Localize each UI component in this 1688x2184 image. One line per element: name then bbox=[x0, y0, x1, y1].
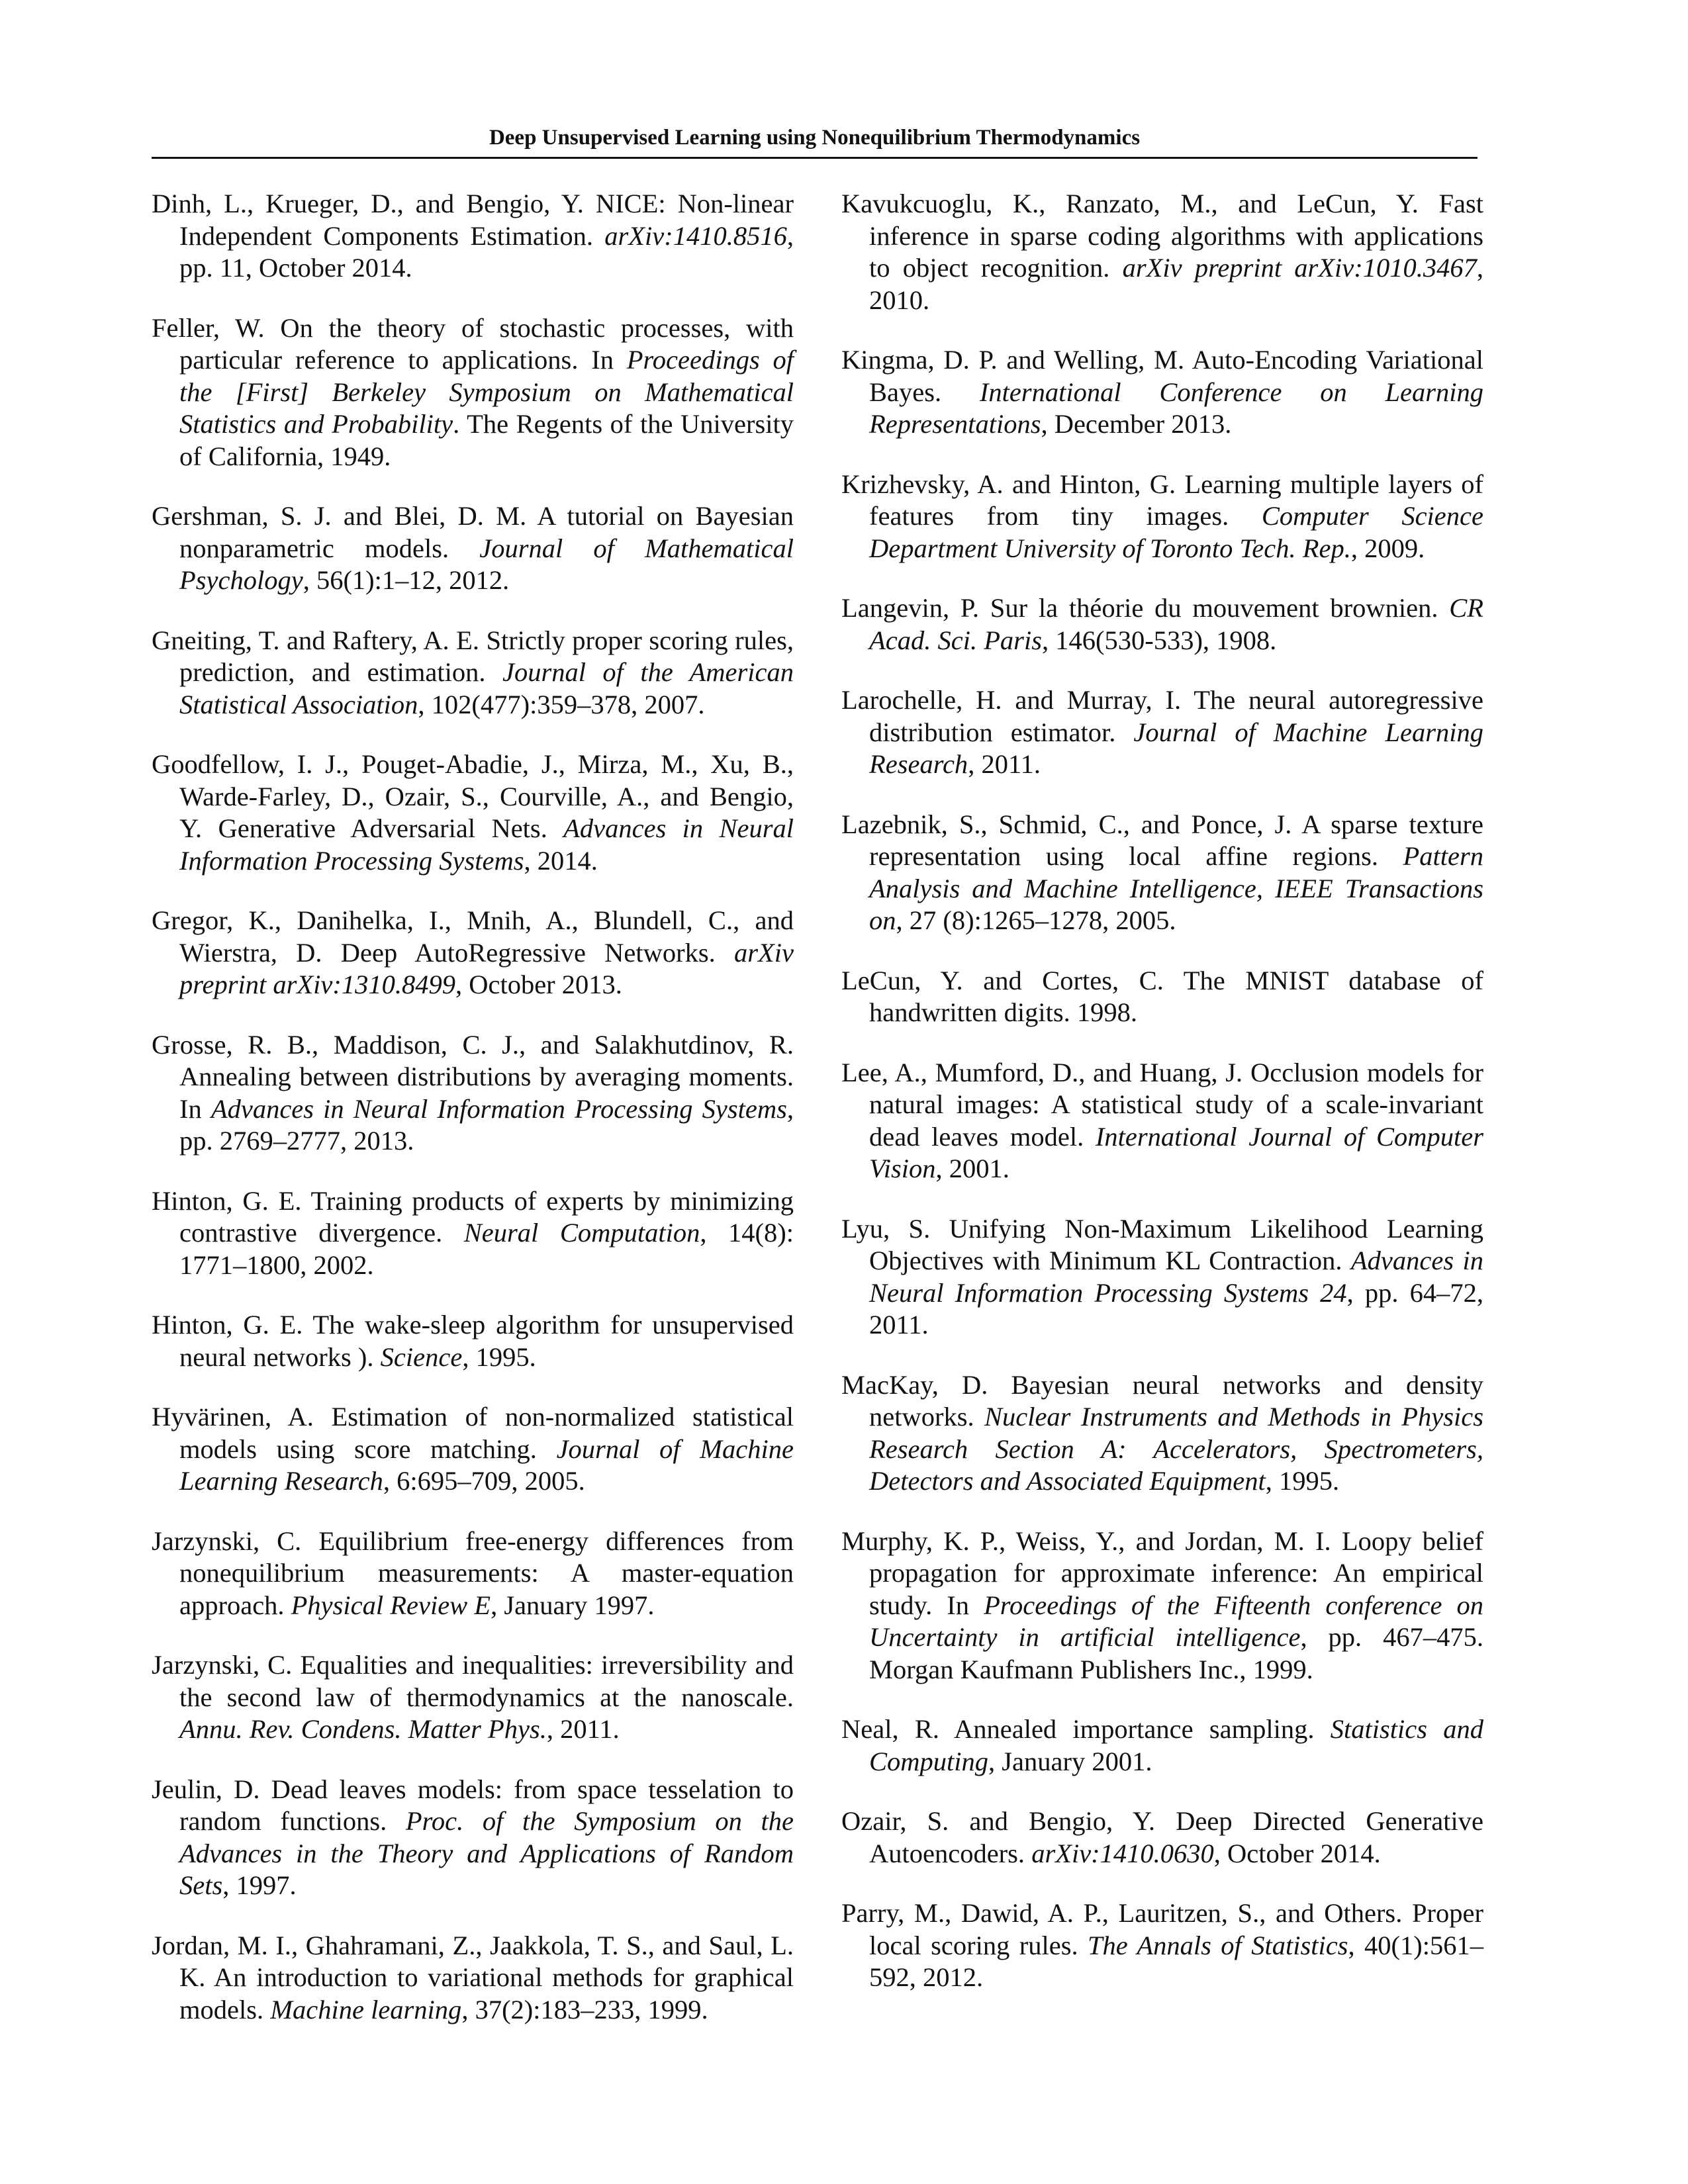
reference-text: Jeulin, D. Dead leaves models: from space tesselation to random functions. bbox=[152, 1774, 794, 1836]
reference-venue: Neural Computation bbox=[463, 1218, 700, 1248]
reference-venue: Computer Science Department University of Toronto Tech. Rep. bbox=[869, 501, 1483, 563]
reference-entry bbox=[841, 344, 1483, 441]
reference-text: Lazebnik, S., Schmid, C., and Ponce, J. A sparse texture representation using local affine regions. bbox=[841, 809, 1483, 871]
reference-text: Lee, A., Mumford, D., and Huang, J. Occlusion models for natural images: A statistical study of a scale-invariant dead leaves model. bbox=[841, 1057, 1483, 1152]
reference-details: , 27 (8):1265–1278, 2005. bbox=[896, 905, 1176, 935]
reference-entry bbox=[152, 1185, 794, 1282]
reference-venue: Advances in Neural Information Processing Systems bbox=[179, 813, 794, 876]
reference-details: , pp. 467–475. Morgan Kaufmann Publishers Inc., 1999. bbox=[869, 1622, 1483, 1684]
references-left-column bbox=[152, 188, 794, 2054]
reference-details: , 1995. bbox=[1265, 1466, 1340, 1496]
reference-text: Larochelle, H. and Murray, I. The neural autoregressive distribution estimator. bbox=[841, 685, 1483, 747]
reference-text: Feller, W. On the theory of stochastic processes, with particular reference to applications. In bbox=[152, 312, 794, 375]
reference-text: Gregor, K., Danihelka, I., Mnih, A., Blundell, C., and Wierstra, D. Deep AutoRegressive Networks. bbox=[152, 905, 794, 968]
reference-text: Jarzynski, C. Equilibrium free-energy differences from nonequilibrium measurements: A master-equation approach. bbox=[152, 1525, 794, 1620]
reference-entry bbox=[152, 625, 794, 721]
reference-details: , January 2001. bbox=[988, 1746, 1152, 1776]
reference-entry bbox=[841, 188, 1483, 316]
reference-entry bbox=[152, 188, 794, 285]
references-right-column bbox=[841, 188, 1483, 2022]
reference-text: Hyvärinen, A. Estimation of non-normalized statistical models using score matching. bbox=[152, 1402, 794, 1464]
reference-details: , October 2014. bbox=[1213, 1838, 1381, 1868]
reference-details: , 146(530-533), 1908. bbox=[1041, 625, 1277, 655]
reference-venue: The Annals of Statistics bbox=[1087, 1930, 1348, 1960]
reference-details: , October 2013. bbox=[455, 970, 622, 999]
reference-text: Parry, M., Dawid, A. P., Lauritzen, S., and Others. Proper local scoring rules. bbox=[841, 1898, 1483, 1960]
reference-venue: arXiv preprint arXiv:1010.3467 bbox=[1122, 253, 1477, 283]
reference-entry bbox=[152, 312, 794, 473]
reference-venue: Science bbox=[380, 1342, 463, 1372]
reference-details: , 2001. bbox=[935, 1154, 1009, 1183]
reference-entry bbox=[841, 469, 1483, 565]
reference-text: MacKay, D. Bayesian neural networks and density networks. bbox=[841, 1369, 1483, 1432]
reference-venue: Machine learning bbox=[270, 1994, 462, 2025]
reference-text: Neal, R. Annealed importance sampling. bbox=[841, 1714, 1331, 1744]
reference-venue: Journal of Mathematical Psychology bbox=[179, 533, 794, 595]
reference-entry bbox=[152, 749, 794, 877]
reference-details: , 1995. bbox=[462, 1342, 536, 1372]
reference-venue: Proceedings of the Fifteenth conference on Uncertainty in artificial intelligence bbox=[869, 1590, 1483, 1652]
reference-text: Goodfellow, I. J., Pouget-Abadie, J., Mirza, M., Xu, B., Warde-Farley, D., Ozair, S., Courville, A., and Bengio, Y. Generative Adversarial Nets. bbox=[152, 749, 794, 843]
reference-venue: Nuclear Instruments and Methods in Physics Research Section A: Accelerators, Spectrometers, Detectors and Associated Equipment bbox=[869, 1402, 1483, 1496]
reference-venue: Pattern Analysis and Machine Intelligence, IEEE Transactions on bbox=[869, 841, 1483, 935]
reference-details: , 56(1):1–12, 2012. bbox=[303, 565, 510, 595]
reference-entry bbox=[152, 905, 794, 1001]
reference-text: Lyu, S. Unifying Non-Maximum Likelihood Learning Objectives with Minimum KL Contraction. bbox=[841, 1213, 1483, 1275]
reference-details: , 2014. bbox=[524, 845, 598, 876]
reference-details: , 2011. bbox=[546, 1714, 620, 1744]
reference-entry bbox=[152, 1029, 794, 1158]
reference-venue: Physical Review E bbox=[291, 1590, 491, 1620]
reference-entry bbox=[152, 1309, 794, 1373]
reference-details: , 37(2):183–233, 1999. bbox=[461, 1994, 708, 2025]
reference-entry bbox=[152, 1401, 794, 1498]
reference-details: , 2011. bbox=[968, 749, 1041, 779]
reference-text: Dinh, L., Krueger, D., and Bengio, Y. NICE: Non-linear Independent Components Estimation. bbox=[152, 189, 794, 251]
reference-details: , January 1997. bbox=[491, 1590, 655, 1620]
reference-venue: International Conference on Learning Representations bbox=[869, 377, 1483, 439]
reference-venue: arXiv:1410.8516 bbox=[604, 220, 787, 251]
reference-details: , December 2013. bbox=[1041, 409, 1232, 439]
reference-entry bbox=[152, 500, 794, 597]
reference-text: Kavukcuoglu, K., Ranzato, M., and LeCun, Y. Fast inference in sparse coding algorithms with applications to object recognition. bbox=[841, 189, 1483, 283]
reference-details: , 40(1):561–592, 2012. bbox=[869, 1930, 1483, 1992]
reference-entry bbox=[841, 684, 1483, 781]
reference-entry bbox=[841, 1213, 1483, 1342]
reference-details: . The Regents of the University of California, 1949. bbox=[179, 409, 794, 471]
reference-venue: arXiv preprint arXiv:1310.8499 bbox=[179, 937, 794, 999]
reference-venue: Advances in Neural Information Processing Systems bbox=[211, 1093, 787, 1124]
reference-text: Kingma, D. P. and Welling, M. Auto-Encoding Variational Bayes. bbox=[841, 345, 1483, 407]
reference-venue: Journal of the American Statistical Association bbox=[179, 657, 794, 719]
reference-venue: CR Acad. Sci. Paris bbox=[869, 593, 1483, 655]
reference-text: Murphy, K. P., Weiss, Y., and Jordan, M. I. Loopy belief propagation for approximate inference: An empirical study. In bbox=[841, 1525, 1483, 1620]
reference-text: Hinton, G. E. Training products of experts by minimizing contrastive divergence. bbox=[152, 1185, 794, 1248]
reference-entry bbox=[841, 1713, 1483, 1778]
reference-details: , pp. 64–72, 2011. bbox=[869, 1277, 1484, 1340]
reference-venue: Annu. Rev. Condens. Matter Phys. bbox=[179, 1714, 547, 1744]
reference-details: , 14(8): 1771–1800, 2002. bbox=[179, 1218, 794, 1280]
reference-text: Ozair, S. and Bengio, Y. Deep Directed Generative Autoencoders. bbox=[841, 1806, 1483, 1868]
reference-details: , pp. 11, October 2014. bbox=[179, 220, 794, 283]
header-rule bbox=[152, 157, 1477, 159]
reference-details: , 102(477):359–378, 2007. bbox=[418, 689, 705, 719]
reference-entry bbox=[841, 1057, 1483, 1185]
reference-venue: International Journal of Computer Vision bbox=[869, 1121, 1483, 1183]
reference-text: Jordan, M. I., Ghahramani, Z., Jaakkola, T. S., and Saul, L. K. An introduction to variational methods for graphical models. bbox=[152, 1930, 794, 2025]
reference-text: Hinton, G. E. The wake-sleep algorithm for unsupervised neural networks ). bbox=[152, 1310, 794, 1372]
reference-text: LeCun, Y. and Cortes, C. The MNIST database of handwritten digits. 1998. bbox=[841, 965, 1483, 1027]
reference-entry bbox=[841, 592, 1483, 657]
reference-entry bbox=[841, 1369, 1483, 1498]
reference-text: Langevin, P. Sur la théorie du mouvement brownien. bbox=[841, 593, 1450, 623]
reference-text: Gneiting, T. and Raftery, A. E. Strictly proper scoring rules, prediction, and estimation. bbox=[152, 625, 794, 687]
reference-entry bbox=[152, 1525, 794, 1622]
reference-venue: Proc. of the Symposium on the Advances in the Theory and Applications of Random Sets bbox=[179, 1806, 794, 1900]
reference-text: Krizhevsky, A. and Hinton, G. Learning multiple layers of features from tiny images. bbox=[841, 469, 1483, 531]
reference-entry bbox=[152, 1930, 794, 2026]
reference-entry bbox=[841, 1805, 1483, 1870]
reference-venue: Proceedings of the [First] Berkeley Symposium on Mathematical Statistics and Probability bbox=[179, 345, 794, 439]
reference-venue: Advances in Neural Information Processing Systems 24 bbox=[869, 1246, 1483, 1308]
reference-details: , 2009. bbox=[1350, 533, 1425, 563]
reference-details: , 1997. bbox=[222, 1870, 297, 1900]
reference-text: Jarzynski, C. Equalities and inequalities: irreversibility and the second law of thermodynamics at the nanoscale. bbox=[152, 1650, 794, 1712]
reference-venue: Journal of Machine Learning Research bbox=[179, 1433, 794, 1496]
reference-entry bbox=[841, 965, 1483, 1029]
running-header-title: Deep Unsupervised Learning using Nonequilibrium Thermodynamics bbox=[489, 126, 1141, 150]
reference-details: , 2010. bbox=[869, 253, 1483, 315]
reference-venue: arXiv:1410.0630 bbox=[1031, 1838, 1214, 1868]
reference-venue: Statistics and Computing bbox=[869, 1714, 1483, 1776]
reference-text: Gershman, S. J. and Blei, D. M. A tutorial on Bayesian nonparametric models. bbox=[152, 501, 794, 563]
reference-entry bbox=[841, 1525, 1483, 1686]
reference-details: , 6:695–709, 2005. bbox=[383, 1466, 585, 1496]
reference-entry bbox=[841, 1897, 1483, 1994]
reference-details: , pp. 2769–2777, 2013. bbox=[179, 1093, 794, 1156]
reference-venue: Journal of Machine Learning Research bbox=[869, 717, 1484, 779]
reference-entry bbox=[841, 809, 1483, 937]
reference-text: Grosse, R. B., Maddison, C. J., and Salakhutdinov, R. Annealing between distributions by averaging moments. In bbox=[152, 1029, 794, 1124]
reference-entry bbox=[152, 1649, 794, 1746]
reference-entry bbox=[152, 1774, 794, 1902]
